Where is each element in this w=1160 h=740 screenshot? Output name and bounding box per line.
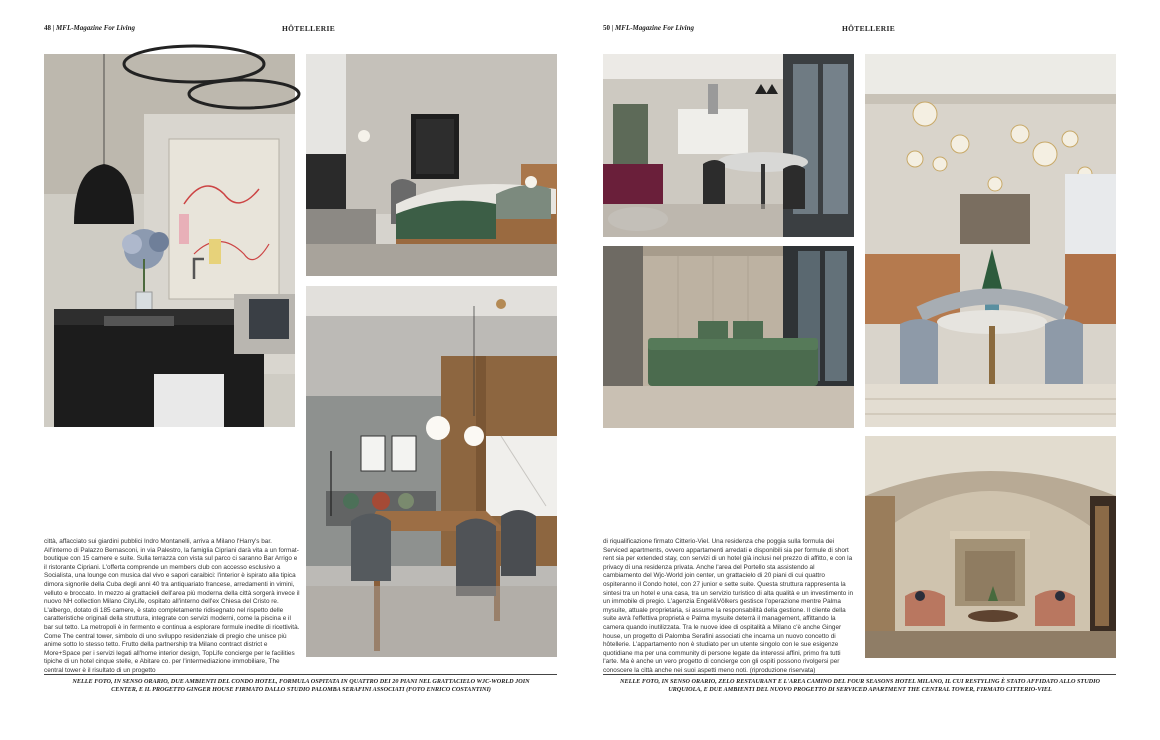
apartment-sofa-illustration [603, 246, 854, 428]
left-folio: 48 | MFL-Magazine For Living [44, 24, 135, 32]
photo-bedroom [306, 54, 557, 276]
photo-fireplace-area [865, 436, 1116, 658]
zelo-restaurant-illustration [865, 54, 1116, 427]
photo-zelo-restaurant [865, 54, 1116, 427]
left-caption-rule [44, 674, 557, 675]
photo-apartment-dining [603, 54, 854, 237]
left-body-text: città, affacciato sui giardini pubblici Indro Montanelli, arriva a Milano l'Harry's bar. All'interno di Palazzo Bernasconi, in via Palestro, la famiglia Cipriani darà vita a un format-boutique con 15 camere e suite. Sulla terrazza con vista sul parco ci saranno Bar Arrigo e il ristorante Cipriani. L'offerta comprende un members club con accesso esclusivo a Socialista, una lounge con musica dal vivo e sapori caraibici: l'interior è ispirato alla tipica dimora signorile della Cuba degli anni 40 tra antiquariato francese, arredamenti in vimini, velluto e broccato. In mezzo ai grattacieli dell'area più moderna della città sorgerà invece il nuovo NH collection Milano CityLife, ospitato all'interno dell'ex Chiesa del Cristo re. L'albergo, dotato di 185 camere, è stato completamente ridisegnato nel rispetto delle caratteristiche originali della struttura, integrate con servizi moderni, come la piscina e il bar sul tetto. La metropoli è in fermento e continua a esplorare formule inedite di ricettività. Come The central tower, simbolo di uno sviluppo residenziale di pregio che unisce più anime sotto lo stesso tetto. Frutto della partnership tra Milano contract district e More+Space per i servizi legati all'home interior design, TopLife concierge per le facilities tipiche di un hotel cinque stelle, e Abitare co. per l'intermediazione immobiliare, The central tower è il risultato di un progetto [44, 538, 300, 674]
right-folio: 50 | MFL-Magazine For Living [603, 24, 694, 32]
apartment-dining-illustration [603, 54, 854, 237]
living-dining-illustration [306, 286, 557, 657]
left-caption: NELLE FOTO, IN SENSO ORARIO, DUE AMBIENTI DEL CONDO HOTEL, FORMULA OSPITATA IN QUATTRO DEI 20 PIANI NEL GRATTACIELO WJC-WORLD JOIN CENTER, E IL PROGETTO GINGER HOUSE FIRMATO DALLO STUDIO PALOMBA SERAFINI ASSOCIATI (FOTO ENRICO COSTANTINI) [72, 678, 530, 694]
left-magazine-name: MFL-Magazine For Living [56, 24, 135, 32]
right-caption-rule [603, 674, 1116, 675]
right-page-number: 50 [603, 24, 610, 32]
bedroom-illustration [306, 54, 557, 276]
right-body-text: di riqualificazione firmato Citterio-Viel. Una residenza che poggia sulla formula dei Serviced apartments, ovvero appartamenti arredati e disponibili sia per formule di short rent sia per extended stay, con servizi di un hotel già inclusi nel prezzo di affitto, e con la privacy di una residenza privata. Anche l'area del Portello sta assistendo al cambiamento del Wjc-World join center, un grattacielo di 20 piani di cui quattro ospiteranno il Condo hotel, con 27 junior e sette suite. Questa struttura rappresenta la sintesi tra un hotel e una casa, tra un servizio turistico di alta qualità e un investimento in un immobile di pregio. L'agenzia Engel&Völkers gestisce l'operazione mentre Palma mysuite, attuale proprietaria, si assume la responsabilità della gestione. Il cliente della suite avrà l'effettiva proprietà e Palma mysuite deterrà il management, affittando la camera quando inutilizzata. Tra le nuove idee di ospitalità a Milano c'è anche Ginger house, un progetto di Palomba Serafini associati che incarna un nuovo concetto di hôtellerie. L'appartamento non è studiato per un utente singolo con le sue esigenze quotidiane ma per una community di persone legate da interessi affini, primo fra tutti l'arte. Ma è anche un vero progetto di concierge con gli ospiti possono rivolgersi per conoscere la città anche nei suoi aspetti meno noti. (riproduzione riservata) [603, 538, 854, 674]
left-page-number: 48 [44, 24, 51, 32]
photo-apartment-sofa [603, 246, 854, 428]
photo-living-dining [306, 286, 557, 657]
right-caption: NELLE FOTO, IN SENSO ORARIO, ZELO RESTAURANT E L'AREA CAMINO DEL FOUR SEASONS HOTEL MILANO, IL CUI RESTYLING È STATO AFFIDATO ALLO STUDIO URQUIOLA, E DUE AMBIENTI DEL NUOVO PROGETTO DI SERVICED APARTMENT THE CENTRAL TOWER, FIRMATO CITTERIO-VIEL [619, 678, 1101, 694]
right-magazine-name: MFL-Magazine For Living [615, 24, 694, 32]
fireplace-area-illustration [865, 436, 1116, 658]
kitchen-illustration [44, 54, 295, 427]
left-section-title: HÔTELLERIE [282, 24, 336, 33]
photo-kitchen [44, 54, 295, 427]
right-section-title: HÔTELLERIE [842, 24, 896, 33]
